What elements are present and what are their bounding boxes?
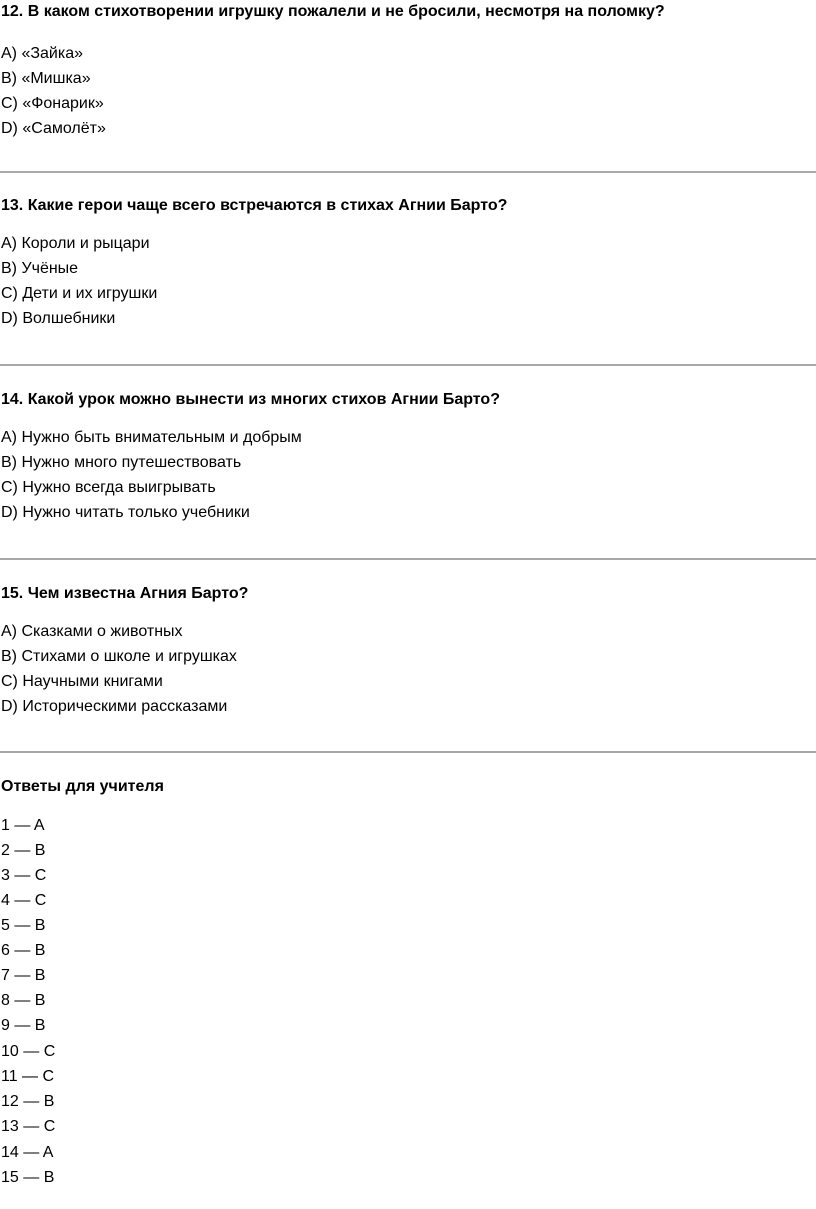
divider: [0, 751, 816, 753]
answer-item: 4 — C: [1, 892, 47, 909]
question-title: 13. Какие герои чаще всего встречаются в стихах Агнии Барто?: [1, 197, 508, 214]
answer-item: 11 — C: [1, 1068, 55, 1085]
option-a: A) Короли и рыцари: [1, 235, 150, 252]
divider: [0, 171, 816, 173]
divider: [0, 558, 816, 560]
answer-item: 3 — C: [1, 867, 47, 884]
option-d: D) «Самолёт»: [1, 120, 106, 137]
answer-item: 1 — A: [1, 817, 45, 834]
answer-item: 10 — C: [1, 1043, 56, 1060]
option-c: C) Нужно всегда выигрывать: [1, 479, 216, 496]
answer-item: 12 — B: [1, 1093, 55, 1110]
option-a: A) Нужно быть внимательным и добрым: [1, 429, 302, 446]
divider: [0, 364, 816, 366]
question-title: 12. В каком стихотворении игрушку пожалели и не бросили, несмотря на поломку?: [1, 3, 665, 20]
option-c: C) Научными книгами: [1, 673, 163, 690]
question-title: 14. Какой урок можно вынести из многих стихов Агнии Барто?: [1, 391, 500, 408]
option-b: B) Учёные: [1, 260, 79, 277]
question-title: 15. Чем известна Агния Барто?: [1, 585, 249, 602]
option-b: B) «Мишка»: [1, 70, 91, 87]
option-d: D) Историческими рассказами: [1, 698, 228, 715]
option-a: A) Сказками о животных: [1, 623, 183, 640]
answer-item: 9 — B: [1, 1017, 46, 1034]
answer-item: 5 — B: [1, 917, 46, 934]
answer-item: 14 — A: [1, 1144, 54, 1161]
answer-item: 2 — B: [1, 842, 46, 859]
option-d: D) Волшебники: [1, 310, 116, 327]
option-d: D) Нужно читать только учебники: [1, 504, 250, 521]
option-a: A) «Зайка»: [1, 45, 83, 62]
answer-item: 7 — B: [1, 967, 46, 984]
answer-item: 6 — B: [1, 942, 46, 959]
answers-heading: Ответы для учителя: [1, 778, 164, 795]
option-c: C) Дети и их игрушки: [1, 285, 158, 302]
option-b: B) Нужно много путешествовать: [1, 454, 242, 471]
answer-item: 15 — B: [1, 1169, 55, 1186]
answer-item: 13 — C: [1, 1118, 56, 1135]
option-b: B) Стихами о школе и игрушках: [1, 648, 237, 665]
answer-item: 8 — B: [1, 992, 46, 1009]
option-c: C) «Фонарик»: [1, 95, 104, 112]
